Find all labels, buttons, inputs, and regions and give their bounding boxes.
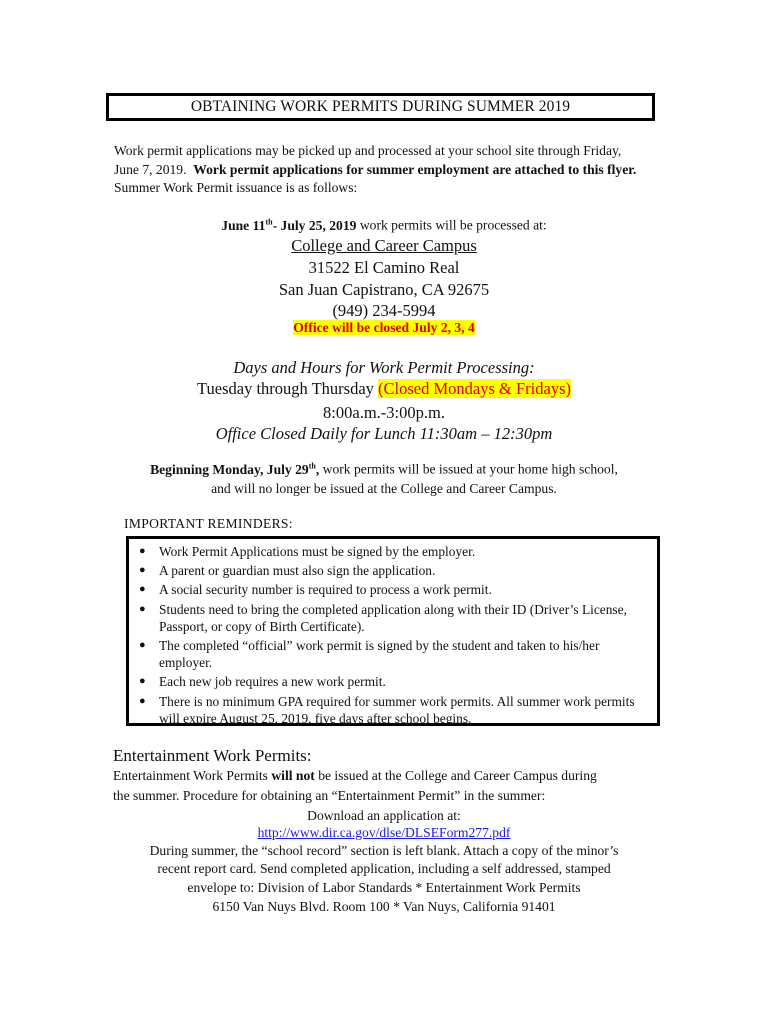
date-end: - July 25, 2019 [272,217,357,233]
title-text: OBTAINING WORK PERMITS DURING SUMMER 2019 [190,98,571,115]
location-street: 31522 El Camino Real [308,258,460,277]
intro-text-1: Work permit applications may be picked up and processed at your school site through Friday, June 7, 2019. [114,143,622,177]
location-name: College and Career Campus [291,236,477,255]
entertainment-line-1: Entertainment Work Permits will not be issued at the College and Career Campus during [113,768,597,783]
list-item: ● There is no minimum GPA required for summer work permits. All summer work permits will expire August 25, 2019, five days after school begins. [139,693,635,726]
lunch-note: Office Closed Daily for Lunch 11:30am – 12:30pm [215,424,553,443]
bullet-icon: ● [139,675,146,688]
bullet-icon: ● [139,639,146,652]
list-item: ● Each new job requires a new work permit. [139,674,386,690]
date-start: June 11 [221,217,266,233]
beginning-bold: Beginning Monday, July 29 [150,461,309,477]
beginning-line-1: Beginning Monday, July 29th, work permits will be issued at your home high school, [150,461,618,477]
date-rest: work permits will be processed at: [356,217,547,233]
entertainment-line-6: recent report card. Send completed application, including a self addressed, stamped [157,861,611,876]
bullet-icon: ● [139,545,146,557]
beginning-text-1: work permits will be issued at your home high school, [319,461,618,477]
entertainment-line-3: Download an application at: [307,808,461,823]
bullet-icon: ● [139,602,146,615]
application-link[interactable]: http://www.dir.ca.gov/dlse/DLSEForm277.pdf [257,825,511,840]
entertainment-link-line [0,825,768,841]
entertainment-heading: Entertainment Work Permits: [113,746,312,765]
list-item: ● Students need to bring the completed application along with their ID (Driver’s License, Passport, or copy of Birth Certificate). [139,601,627,634]
bullet-icon: ● [139,564,146,577]
list-item: ● A social security number is required to process a work permit. [139,582,492,598]
location-phone: (949) 234-5994 [332,301,436,320]
reminders-box [126,536,660,726]
document-title [106,93,655,121]
processing-hours: 8:00a.m.-3:00p.m. [323,403,445,422]
days-text: Tuesday through Thursday [197,379,379,398]
closed-note [0,320,768,336]
processing-days [0,379,768,399]
location-city: San Juan Capistrano, CA 92675 [278,280,490,299]
list-item: ● Work Permit Applications must be signed by the employer. [139,544,476,559]
will-not-bold: will not [271,768,315,783]
entertainment-line-8: 6150 Van Nuys Blvd. Room 100 * Van Nuys, California 91401 [212,899,556,914]
entertainment-line-7: envelope to: Division of Labor Standards * Entertainment Work Permits [187,880,581,895]
beginning-sup: th [308,461,316,470]
closed-note-text: Office will be closed July 2, 3, 4 [293,320,475,335]
list-item: ● The completed “official” work permit is signed by the student and taken to his/her employer. [139,638,600,671]
beginning-line-2: and will no longer be issued at the College and Career Campus. [211,481,557,496]
reminders-heading: IMPORTANT REMINDERS: [124,516,293,531]
entertainment-line-2: the summer. Procedure for obtaining an “Entertainment Permit” in the summer: [113,788,546,803]
date-start-sup: th [265,217,273,226]
bullet-icon: ● [139,694,146,707]
processing-dates [0,217,768,234]
bullet-icon: ● [139,583,146,596]
entertainment-line-5: During summer, the “school record” section is left blank. Attach a copy of the minor’s [149,843,619,858]
list-item: ● A parent or guardian must also sign the application. [139,563,436,579]
reminders-list [135,543,649,727]
hours-heading: Days and Hours for Work Permit Processing: [233,358,535,377]
days-closed: (Closed Mondays & Fridays) [378,379,571,398]
intro-paragraph [114,142,644,198]
intro-bold: Work permit applications for summer employment are attached to this flyer. [193,161,637,177]
intro-text-2: Summer Work Permit issuance is as follows: [114,180,358,195]
